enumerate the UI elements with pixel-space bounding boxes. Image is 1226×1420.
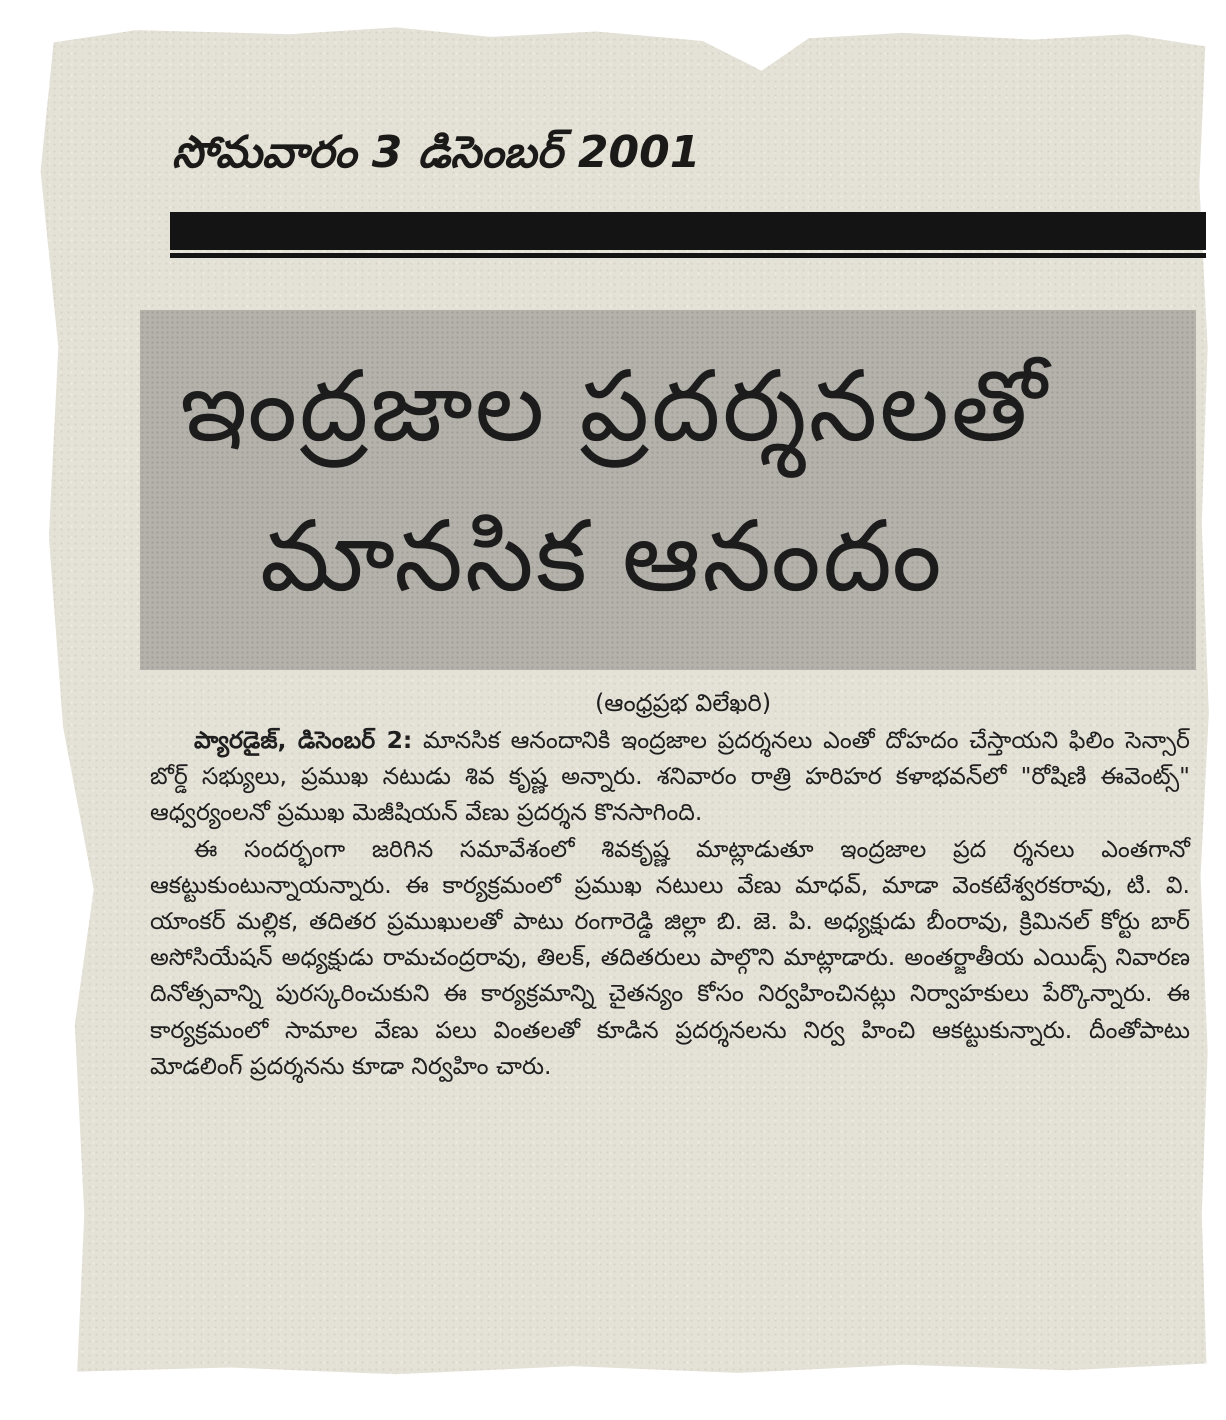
byline: (ఆంధ్రప్రభ విలేఖరి): [594, 689, 772, 717]
article-paragraph-1: [150, 722, 1190, 831]
publication-date: సోమవారం 3 డిసెంబర్ 2001: [172, 127, 701, 178]
headline-line-1: ఇంద్రజాల ప్రదర్శనలతో: [180, 350, 1049, 464]
header-rule-thick: [170, 212, 1206, 250]
headline-line-2: మానసిక ఆనందం: [260, 500, 944, 614]
headline-box: [140, 310, 1196, 670]
article-dateline: ప్యారడైజ్, డిసెంబర్ 2:: [194, 726, 413, 754]
header-rule-thin: [170, 253, 1206, 258]
article-body: [150, 722, 1190, 1084]
article-paragraph-2: ఈ సందర్భంగా జరిగిన సమావేశంలో శివకృష్ణ మాట్లాడుతూ ఇంద్రజాల ప్రద ర్శనలు ఎంతగానో ఆకట్టుకుంటున్నాయన్నారు. ఈ కార్యక్రమంలో ప్రముఖ నటులు వేణు మాధవ్, మాడా వెంకటేశ్వరకరావు, టి. వి. యాంకర్ మల్లిక, తదితర ప్రముఖులతో పాటు రంగారెడ్డి జిల్లా బి. జె. పి. అధ్యక్షుడు బీంరావు, క్రిమినల్ కోర్టు బార్ అసోసియేషన్ అధ్యక్షుడు రామచంద్రరావు, తిలక్, తదితరులు పాల్గొని మాట్లాడారు. అంతర్జాతీయ ఎయిడ్స్ నివారణ దినోత్సవాన్ని పురస్కరించుకుని ఈ కార్యక్రమాన్ని చైతన్యం కోసం నిర్వహించినట్లు నిర్వాహకులు పేర్కొన్నారు. ఈ కార్యక్రమంలో సామాల వేణు పలు వింతలతో కూడిన ప్రదర్శనలను నిర్వ హించి ఆకట్టుకున్నారు. దీంతోపాటు మోడలింగ్ ప్రదర్శనను కూడా నిర్వహిం చారు.: [150, 834, 1190, 1080]
article-paragraph-1-text: మానసిక ఆనందానికి ఇంద్రజాల ప్రదర్శనలు ఎంతో దోహదం చేస్తాయని ఫిలిం సెన్సార్ బోర్డ్ సభ్యులు, ప్రముఖ నటుడు శివ కృష్ణ అన్నారు. శనివారం రాత్రి హరిహర కళాభవన్‌లో "రోషిణి ఈవెంట్స్" ఆధ్వర్యంలనో ప్రముఖ మెజీషియన్ వేణు ప్రదర్శన కొనసాగింది.: [150, 726, 1190, 827]
